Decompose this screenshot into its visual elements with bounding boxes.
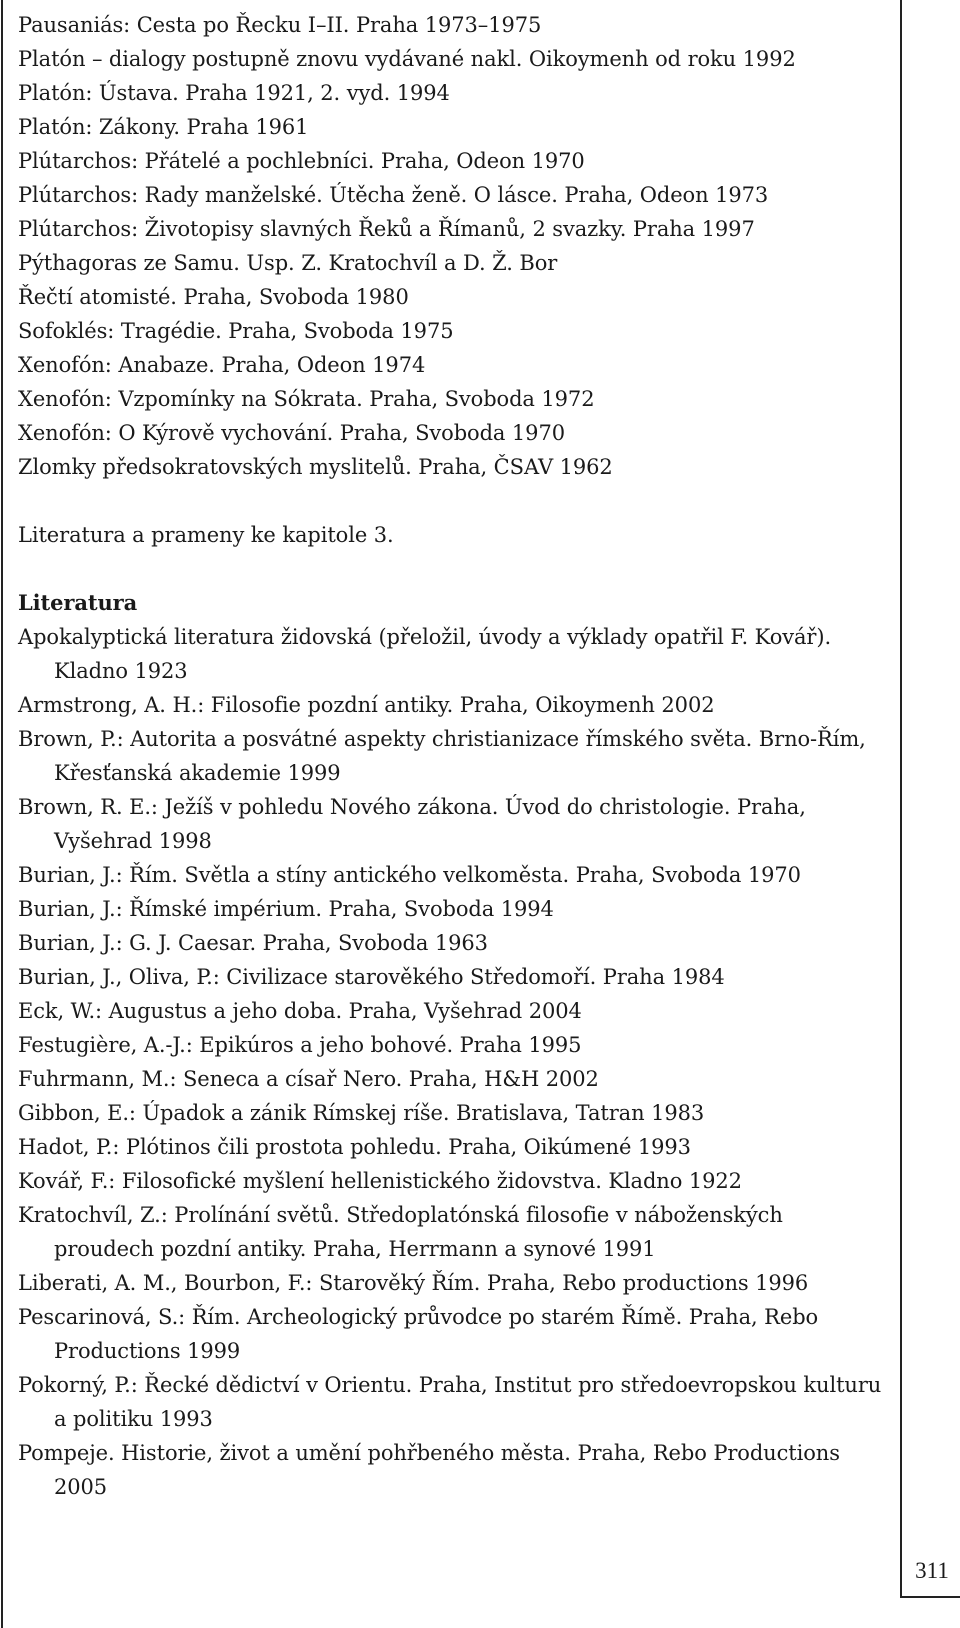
literature-entry: Apokalyptická literatura židovská (přeložil, úvody a výklady opatřil F. Kovář). Kladno 1923 bbox=[18, 625, 832, 683]
literature-entry: Eck, W.: Augustus a jeho doba. Praha, Vyšehrad 2004 bbox=[18, 999, 582, 1023]
literature-entry: Kratochvíl, Z.: Prolínání světů. Středoplatónská filosofie v náboženských proudech pozdní antiky. Praha, Herrmann a synové 1991 bbox=[18, 1203, 783, 1261]
literature-entry: Gibbon, E.: Úpadok a zánik Rímskej ríše. Bratislava, Tatran 1983 bbox=[18, 1101, 705, 1125]
literature-entry: Hadot, P.: Plótinos čili prostota pohledu. Praha, Oikúmené 1993 bbox=[18, 1135, 691, 1159]
source-entry: Xenofón: Anabaze. Praha, Odeon 1974 bbox=[18, 353, 426, 377]
literature-entry: Festugière, A.-J.: Epikúros a jeho bohové. Praha 1995 bbox=[18, 1033, 582, 1057]
source-entry: Xenofón: O Kýrově vychování. Praha, Svoboda 1970 bbox=[18, 421, 565, 445]
page-number-rule bbox=[900, 1596, 960, 1598]
literature-entry: Pescarinová, S.: Řím. Archeologický průvodce po starém Římě. Praha, Rebo Productions 1999 bbox=[18, 1305, 819, 1363]
source-entry: Platón – dialogy postupně znovu vydávané nakl. Oikoymenh od roku 1992 bbox=[18, 47, 796, 71]
source-entry: Pausaniás: Cesta po Řecku I–II. Praha 1973–1975 bbox=[18, 13, 542, 37]
bibliography-content bbox=[18, 8, 888, 1504]
source-entry: Pýthagoras ze Samu. Usp. Z. Kratochvíl a D. Ž. Bor bbox=[18, 251, 558, 275]
literature-entry: Burian, J., Oliva, P.: Civilizace starověkého Středomoří. Praha 1984 bbox=[18, 965, 725, 989]
source-entry: Plútarchos: Životopisy slavných Řeků a Římanů, 2 svazky. Praha 1997 bbox=[18, 217, 755, 241]
literature-subheading: Literatura bbox=[18, 590, 138, 615]
literature-entry: Burian, J.: G. J. Caesar. Praha, Svoboda 1963 bbox=[18, 931, 488, 955]
literature-entry: Pompeje. Historie, život a umění pohřbeného města. Praha, Rebo Productions 2005 bbox=[18, 1441, 840, 1499]
literature-list bbox=[18, 620, 888, 1504]
literature-entry: Brown, R. E.: Ježíš v pohledu Nového zákona. Úvod do christologie. Praha, Vyšehrad 1998 bbox=[18, 795, 806, 853]
right-margin-rule bbox=[900, 0, 902, 1596]
source-list bbox=[18, 8, 888, 484]
source-entry: Sofoklés: Tragédie. Praha, Svoboda 1975 bbox=[18, 319, 454, 343]
literature-entry: Kovář, F.: Filosofické myšlení hellenistického židovstva. Kladno 1922 bbox=[18, 1169, 742, 1193]
source-entry: Platón: Ústava. Praha 1921, 2. vyd. 1994 bbox=[18, 81, 450, 105]
literature-entry: Fuhrmann, M.: Seneca a císař Nero. Praha, H&H 2002 bbox=[18, 1067, 599, 1091]
source-entry: Plútarchos: Rady manželské. Útěcha ženě. O lásce. Praha, Odeon 1973 bbox=[18, 183, 769, 207]
page-number: 311 bbox=[915, 1558, 949, 1583]
literature-entry: Armstrong, A. H.: Filosofie pozdní antiky. Praha, Oikoymenh 2002 bbox=[18, 693, 715, 717]
literature-entry: Burian, J.: Římské impérium. Praha, Svoboda 1994 bbox=[18, 897, 554, 921]
literature-entry: Burian, J.: Řím. Světla a stíny antického velkoměsta. Praha, Svoboda 1970 bbox=[18, 863, 801, 887]
source-entry: Platón: Zákony. Praha 1961 bbox=[18, 115, 309, 139]
source-entry: Řečtí atomisté. Praha, Svoboda 1980 bbox=[18, 285, 409, 309]
literature-entry: Brown, P.: Autorita a posvátné aspekty christianizace římského světa. Brno-Řím, Křesťanská akademie 1999 bbox=[18, 727, 866, 785]
section-heading: Literatura a prameny ke kapitole 3. bbox=[18, 523, 394, 547]
source-entry: Xenofón: Vzpomínky na Sókrata. Praha, Svoboda 1972 bbox=[18, 387, 595, 411]
literature-entry: Liberati, A. M., Bourbon, F.: Starověký Řím. Praha, Rebo productions 1996 bbox=[18, 1271, 809, 1295]
source-entry: Zlomky předsokratovských myslitelů. Praha, ČSAV 1962 bbox=[18, 455, 613, 479]
left-margin-rule bbox=[1, 0, 3, 1628]
literature-entry: Pokorný, P.: Řecké dědictví v Orientu. Praha, Institut pro středoevropskou kulturu a politiku 1993 bbox=[18, 1373, 882, 1431]
source-entry: Plútarchos: Přátelé a pochlebníci. Praha, Odeon 1970 bbox=[18, 149, 585, 173]
